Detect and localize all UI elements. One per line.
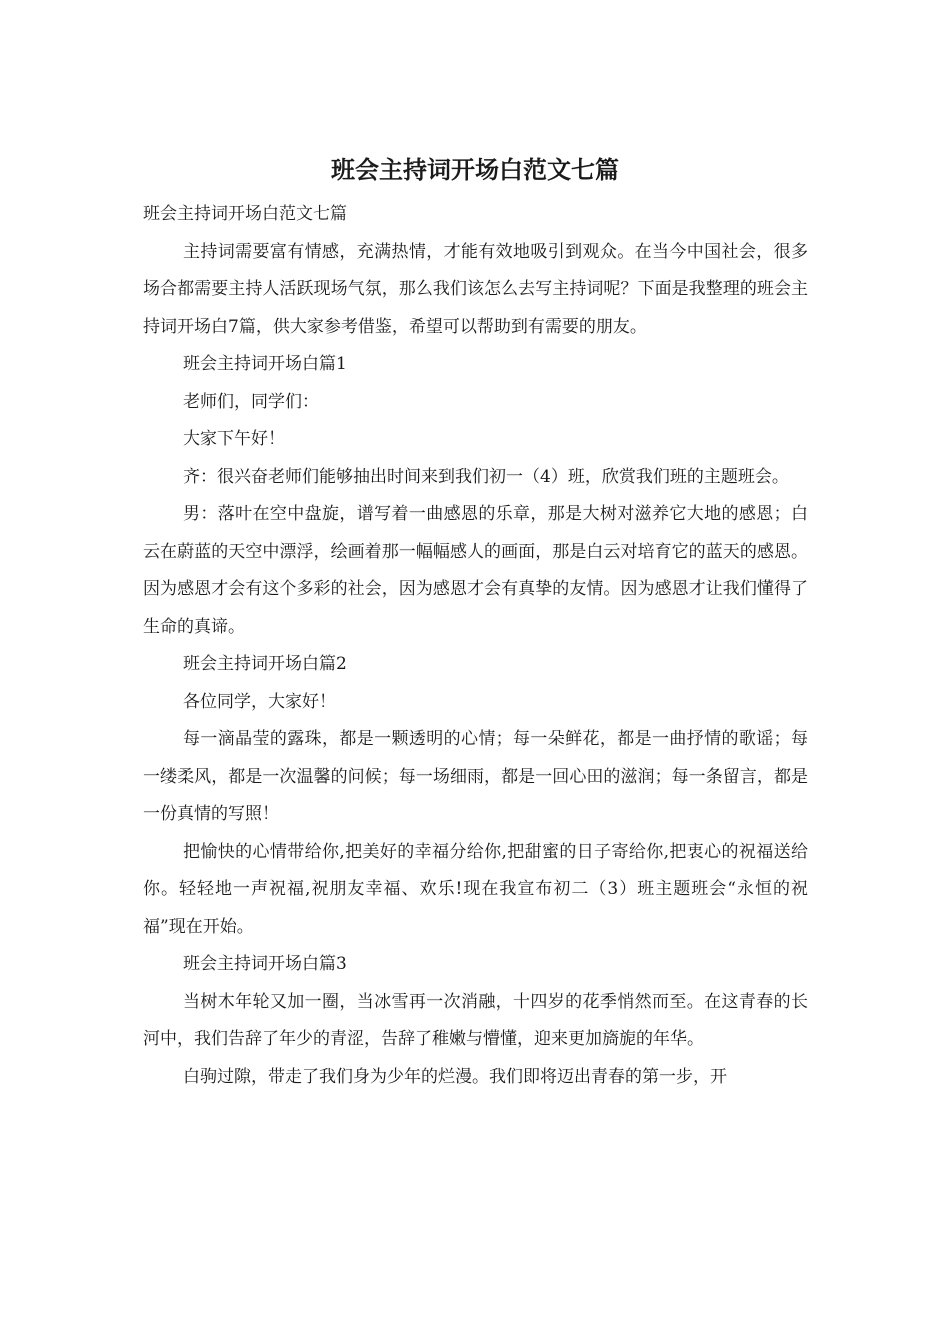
paragraph: 当树木年轮又加一圈，当冰雪再一次消融，十四岁的花季悄然而至。在这青春的长河中，我们告辞了年少的青涩，告辞了稚嫩与懵懂，迎来更加旖旎的年华。	[143, 991, 808, 1049]
paragraph: 大家下午好！	[183, 429, 285, 449]
section-heading: 班会主持词开场白篇3	[183, 954, 347, 974]
paragraph: 老师们，同学们：	[183, 391, 319, 412]
paragraph: 男：落叶在空中盘旋，谱写着一曲感恩的乐章，那是大树对滋养它大地的感恩；白云在蔚蓝的天空中漂浮，绘画着那一幅幅感人的画面，那是白云对培育它的蓝天的感恩。因为感恩才会有这个多彩的社会，因为感恩才会有真挚的友情。因为感恩才让我们懂得了生命的真谛。	[143, 504, 808, 637]
paragraph: 每一滴晶莹的露珠，都是一颗透明的心情；每一朵鲜花，都是一曲抒情的歌谣；每一缕柔风，都是一次温馨的问候；每一场细雨，都是一回心田的滋润；每一条留言，都是一份真情的写照！	[143, 729, 808, 824]
paragraph: 主持词需要富有情感，充满热情，才能有效地吸引到观众。在当今中国社会，很多场合都需要主持人活跃现场气氛，那么我们该怎么去写主持词呢？下面是我整理的班会主持词开场白7篇，供大家参考借鉴，希望可以帮助到有需要的朋友。	[143, 241, 808, 337]
document-body	[143, 196, 808, 1096]
document-title: 班会主持词开场白范文七篇	[331, 155, 619, 184]
paragraph: 各位同学，大家好！	[183, 691, 336, 712]
paragraph: 白驹过隙，带走了我们身为少年的烂漫。我们即将迈出青春的第一步，开	[183, 1066, 727, 1087]
paragraph: 班会主持词开场白范文七篇	[143, 204, 347, 224]
section-heading: 班会主持词开场白篇1	[183, 354, 347, 374]
paragraph: 把愉快的心情带给你,把美好的幸福分给你,把甜蜜的日子寄给你,把衷心的祝福送给你。轻轻地一声祝福,祝朋友幸福、欢乐!现在我宣布初二（3）班主题班会“永恒的祝福”现在开始。	[143, 841, 808, 937]
paragraph: 齐：很兴奋老师们能够抽出时间来到我们初一（4）班，欣赏我们班的主题班会。	[183, 466, 789, 487]
section-heading: 班会主持词开场白篇2	[183, 654, 347, 674]
